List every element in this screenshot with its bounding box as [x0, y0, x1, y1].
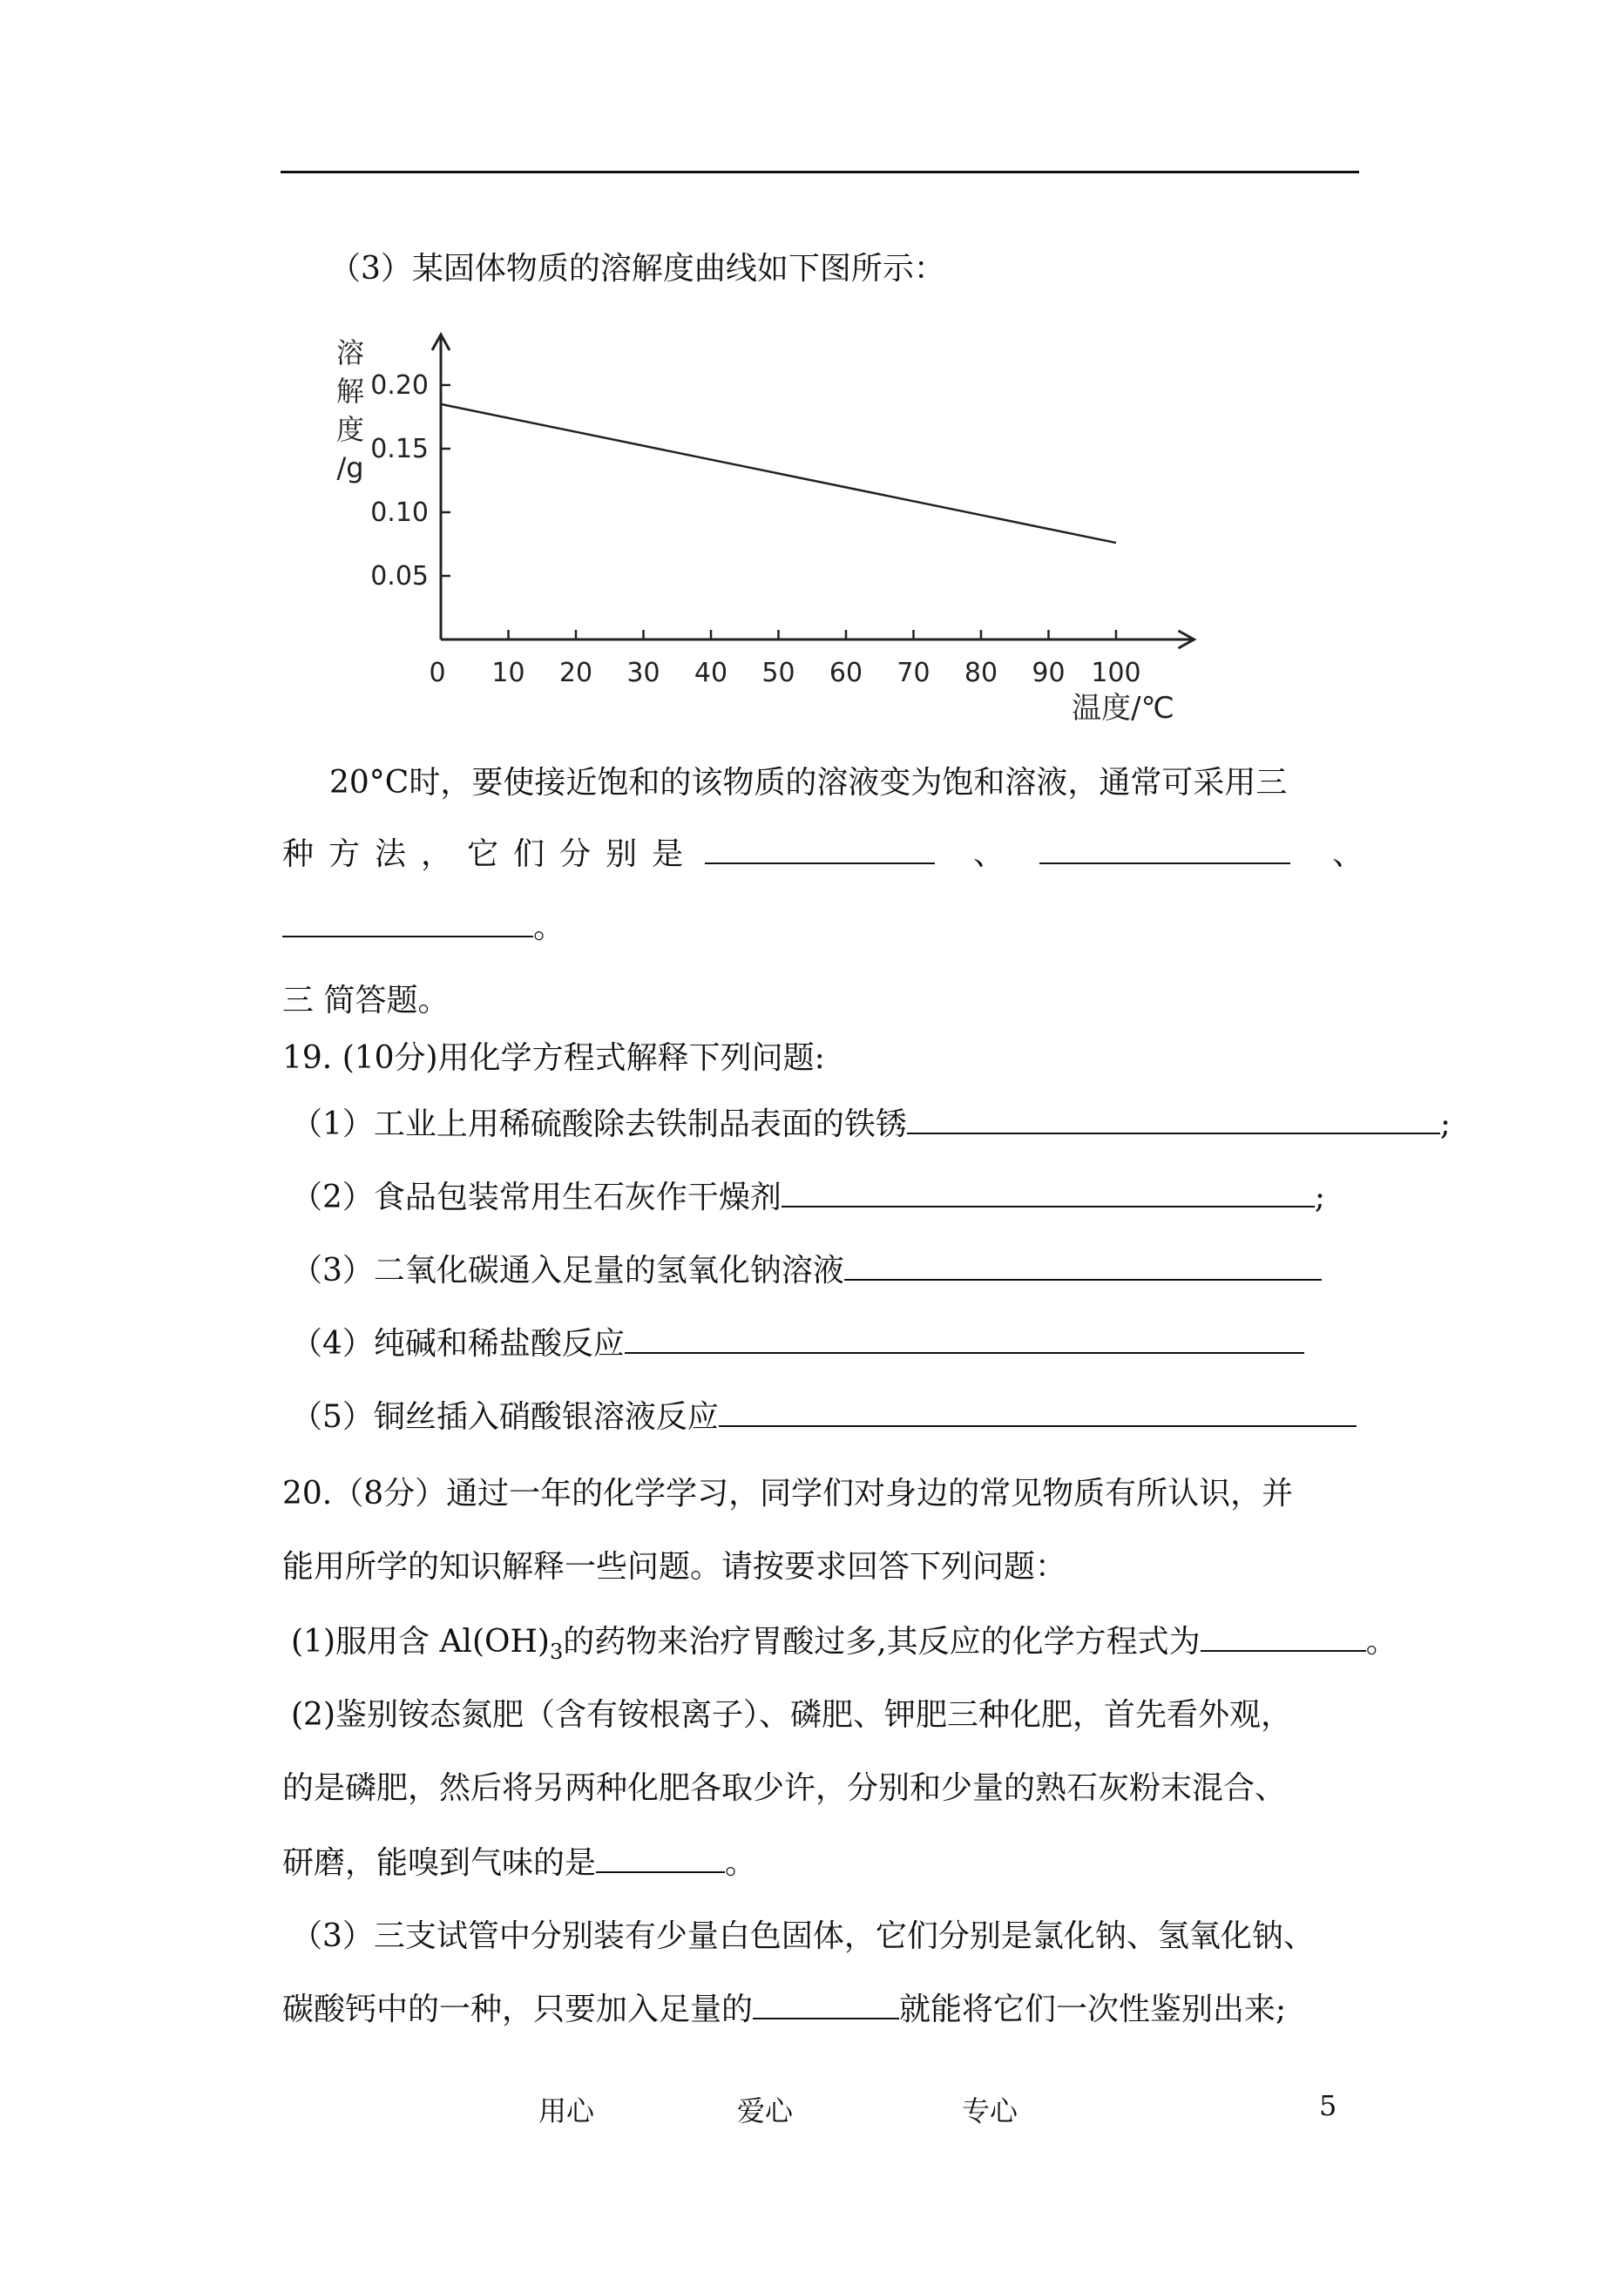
y-axis-label: 度 — [335, 413, 365, 446]
x-tick-label: 90 — [1032, 658, 1066, 688]
q19-item-3: （3）二氧化碳通入足量的氢氧化钠溶液 — [291, 1246, 1322, 1290]
q19-item-2: （2）食品包装常用生石灰作干燥剂 ; — [291, 1173, 1325, 1217]
y-axis-label: 溶 — [335, 336, 365, 369]
spaced-char: 分 — [559, 836, 592, 872]
y-tick-label: 0.15 — [370, 434, 429, 464]
x-tick-label: 30 — [626, 658, 660, 688]
q19-item-5: （5）铜丝插入硝酸银溶液反应 — [291, 1392, 1357, 1437]
section-heading: 三 简答题。 — [282, 983, 450, 1018]
y-axis-label: 解 — [335, 375, 365, 408]
q18-line1: 20°C时，要使接近饱和的该物质的溶液变为饱和溶液，通常可采用三 — [329, 765, 1288, 801]
spaced-char: ， — [421, 836, 453, 872]
q18-spaced-text — [282, 836, 698, 872]
spaced-char: 它 — [467, 836, 499, 872]
q20-part2-line2: 的是磷肥，然后将另两种化肥各取少许，分别和少量的熟石灰粉末混合、 — [282, 1770, 1287, 1806]
q20-part2-line3: 研磨，能嗅到气味的是 。 — [282, 1838, 756, 1883]
spaced-char: 们 — [513, 836, 545, 872]
answer-blank[interactable] — [719, 1396, 1357, 1427]
footer-text: 爱心 — [737, 2094, 794, 2127]
solubility-chart — [322, 324, 1211, 725]
footer-text: 专心 — [962, 2094, 1018, 2127]
x-tick-label: 40 — [694, 658, 728, 688]
answer-blank[interactable] — [907, 1103, 1440, 1134]
answer-blank[interactable] — [596, 1842, 725, 1873]
footer-text: 用心 — [538, 2094, 595, 2127]
q20-part3-line2: 碳酸钙中的一种，只要加入足量的 就能将它们一次性鉴别出来; — [282, 1985, 1286, 2029]
q20-line1: 20.（8分）通过一年的化学学习，同学们对身边的常见物质有所认识，并 — [282, 1476, 1294, 1512]
q18-line2 — [282, 829, 1363, 874]
answer-blank[interactable] — [844, 1249, 1322, 1281]
q20-line2: 能用所学的知识解释一些问题。请按要求回答下列问题： — [282, 1549, 1067, 1585]
x-tick-label: 0 — [429, 658, 446, 688]
solubility-curve — [441, 404, 1116, 543]
page-number: 5 — [1319, 2089, 1337, 2122]
q19-title: 19. (10分)用化学方程式解释下列问题: — [282, 1040, 825, 1076]
spaced-char: 方 — [328, 836, 361, 872]
y-tick-label: 0.20 — [370, 370, 429, 401]
spaced-char: 别 — [606, 836, 638, 872]
x-axis-label: 温度/℃ — [1072, 691, 1174, 725]
spaced-char: 种 — [282, 836, 315, 872]
x-tick-label: 70 — [897, 658, 930, 688]
q20-part2-line1: (2)鉴别铵态氮肥（含有铵根离子）、磷肥、钾肥三种化肥，首先看外观， — [291, 1697, 1292, 1733]
answer-blank[interactable] — [753, 1988, 899, 2019]
x-tick-label: 20 — [558, 658, 593, 688]
x-tick-label: 80 — [964, 658, 998, 688]
separator: 、 — [1332, 836, 1364, 872]
x-tick-label: 60 — [829, 658, 863, 688]
q19-item-4: （4）纯碱和稀盐酸反应 — [291, 1319, 1304, 1363]
q20-part1: (1)服用含 $Al(OH)_3$的药物来治疗胃酸过多,其反应的化学方程式为 。 — [291, 1617, 1397, 1664]
x-tick-label: 100 — [1091, 658, 1141, 688]
x-tick-label: 10 — [491, 658, 525, 688]
chart-intro: （3）某固体物质的溶解度曲线如下图所示： — [329, 251, 945, 287]
answer-blank-3[interactable] — [282, 906, 533, 937]
spaced-char: 是 — [652, 836, 684, 872]
q19-item-1: （1）工业上用稀硫酸除去铁制品表面的铁锈 ; — [291, 1099, 1451, 1144]
header-rule — [281, 171, 1359, 173]
y-tick-label: 0.10 — [370, 497, 429, 528]
x-tick-label: 50 — [761, 658, 795, 688]
sentence-end: 。 — [533, 910, 565, 945]
separator: 、 — [973, 836, 1005, 872]
answer-blank-2[interactable] — [1039, 833, 1290, 864]
y-axis-label: /g — [336, 451, 364, 484]
answer-blank[interactable] — [625, 1322, 1304, 1354]
spaced-char: 法 — [375, 836, 407, 872]
answer-blank[interactable] — [782, 1176, 1315, 1207]
answer-blank[interactable] — [1201, 1620, 1366, 1652]
y-tick-label: 0.05 — [370, 561, 429, 592]
answer-blank-1[interactable] — [705, 833, 935, 864]
q18-line3 — [282, 903, 565, 947]
q20-part3-line1: （3）三支试管中分别装有少量白色固体，它们分别是氯化钠、氢氧化钠、 — [291, 1918, 1315, 1954]
